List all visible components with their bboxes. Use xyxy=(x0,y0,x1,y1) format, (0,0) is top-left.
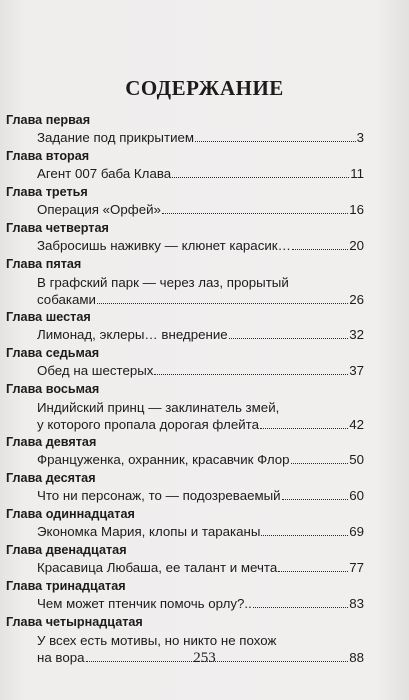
toc-entry[interactable] xyxy=(37,128,364,148)
entry-title: Красавица Любаша, ее талант и мечта xyxy=(37,560,278,575)
entry-title: Что ни персонаж, то — подозреваемый xyxy=(37,488,281,503)
chapter-heading: Глава восьмая xyxy=(6,381,100,396)
entry-page: 37 xyxy=(349,363,364,378)
dot-leader xyxy=(253,596,348,608)
toc-entry[interactable] xyxy=(37,236,364,256)
page-number: 253 xyxy=(193,650,216,666)
entry-title: Забросишь наживку — клюнет карасик… xyxy=(37,238,291,253)
toc-entry[interactable] xyxy=(37,558,364,578)
toc-entry[interactable] xyxy=(37,450,364,470)
entry-title: Экономка Мария, клопы и тараканы xyxy=(37,524,261,539)
entry-page: 69 xyxy=(349,524,364,539)
entry-title: В графский парк — через лаз, прорытый xyxy=(37,275,289,290)
entry-title-continued: собаками xyxy=(37,292,96,307)
toc-entry[interactable] xyxy=(37,594,364,614)
entry-title: Чем может птенчик помочь орлу?.. xyxy=(37,596,252,611)
toc-entry[interactable] xyxy=(37,164,364,184)
chapter-heading: Глава шестая xyxy=(6,309,91,324)
table-of-contents xyxy=(6,112,364,667)
chapter-heading: Глава десятая xyxy=(6,470,96,485)
toc-entry[interactable] xyxy=(37,361,364,381)
dot-leader xyxy=(229,327,349,339)
dot-leader xyxy=(291,452,349,464)
toc-entry[interactable] xyxy=(37,522,364,542)
entry-title: Обед на шестерых xyxy=(37,363,154,378)
chapter-heading: Глава четырнадцатая xyxy=(6,614,143,629)
entry-title: Индийский принц — заклинатель змей, xyxy=(37,400,280,415)
toc-entry[interactable] xyxy=(37,200,364,220)
entry-page: 50 xyxy=(349,452,364,467)
toc-title: СОДЕРЖАНИЕ xyxy=(125,76,284,100)
chapter-heading: Глава двенадцатая xyxy=(6,542,127,557)
chapter-heading: Глава вторая xyxy=(6,148,90,163)
toc-entry[interactable] xyxy=(37,486,364,506)
entry-page: 83 xyxy=(349,596,364,611)
chapter-heading: Глава седьмая xyxy=(6,345,100,360)
entry-page: 60 xyxy=(349,488,364,503)
entry-page: 42 xyxy=(349,417,364,432)
chapter-heading: Глава пятая xyxy=(6,256,82,271)
chapter-heading: Глава девятая xyxy=(6,434,97,449)
dot-leader xyxy=(278,560,348,572)
entry-title: Агент 007 баба Клава xyxy=(37,166,172,181)
chapter-heading: Глава третья xyxy=(6,184,88,199)
dot-leader xyxy=(97,292,348,304)
toc-entry[interactable] xyxy=(37,397,364,434)
entry-title: Операция «Орфей» xyxy=(37,202,161,217)
chapter-heading: Глава первая xyxy=(6,112,91,127)
dot-leader xyxy=(195,130,356,142)
toc-entry[interactable] xyxy=(37,272,364,309)
dot-leader xyxy=(260,417,348,429)
entry-page: 11 xyxy=(350,166,364,181)
dot-leader xyxy=(292,238,348,250)
dot-leader xyxy=(172,166,349,178)
entry-page: 26 xyxy=(349,292,364,307)
toc-entry[interactable] xyxy=(37,325,364,345)
entry-title: Француженка, охранник, красавчик Флор xyxy=(37,452,290,467)
entry-title-continued: у которого пропала дорогая флейта xyxy=(37,417,259,432)
dot-leader xyxy=(261,524,348,536)
dot-leader xyxy=(154,363,348,375)
entry-title-continued: на вора xyxy=(37,650,85,665)
entry-page: 20 xyxy=(349,238,364,253)
entry-page: 32 xyxy=(349,327,364,342)
dot-leader xyxy=(162,202,348,214)
entry-title: Лимонад, эклеры… внедрение xyxy=(37,327,228,342)
entry-page: 3 xyxy=(356,130,364,145)
entry-page: 77 xyxy=(349,560,364,575)
dot-leader xyxy=(282,488,349,500)
entry-title: Задание под прикрытием xyxy=(37,130,195,145)
chapter-heading: Глава одиннадцатая xyxy=(6,506,135,521)
entry-page: 88 xyxy=(349,650,364,665)
chapter-heading: Глава четвертая xyxy=(6,220,109,235)
entry-page: 16 xyxy=(349,202,364,217)
chapter-heading: Глава тринадцатая xyxy=(6,578,126,593)
entry-title: У всех есть мотивы, но никто не похож xyxy=(37,633,277,648)
